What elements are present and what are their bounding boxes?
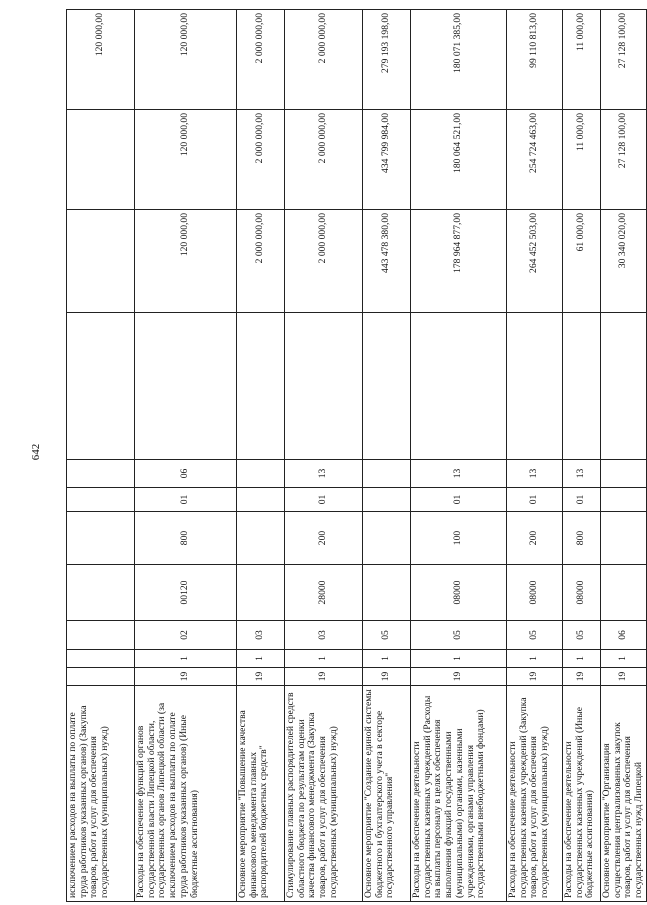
code-pp-cell [67, 650, 135, 668]
amount-year2-cell: 2 000 000,00 [237, 110, 285, 210]
code-expense-type-cell: 800 [563, 512, 601, 565]
code-om-cell [67, 621, 135, 650]
amount-year3-cell: 120 000,00 [135, 10, 237, 110]
amount-year3-cell: 27 128 100,00 [601, 10, 647, 110]
row-name-cell: Стимулирование главных распорядителей средств областного бюджета по результатам оценки качества финансового менеджмента (Закупка товаров, работ и услуг для обеспечения государственных (муниципальных) нужд) [285, 686, 363, 902]
amount-year1-cell [67, 210, 135, 313]
amount-year2-cell: 434 799 984,00 [363, 110, 411, 210]
code-expense-type-cell: 100 [411, 512, 507, 565]
budget-table [66, 9, 647, 902]
code-gp-cell: 19 [363, 668, 411, 686]
amount-year2-cell: 27 128 100,00 [601, 110, 647, 210]
code-pp-cell: 1 [563, 650, 601, 668]
code-direction-cell: 08000 [411, 565, 507, 621]
amount-year2-cell: 180 064 521,00 [411, 110, 507, 210]
code-gp-cell: 19 [411, 668, 507, 686]
page-number: 642 [30, 443, 42, 461]
code-section-cell [67, 488, 135, 512]
code-om-cell: 05 [507, 621, 563, 650]
code-pp-cell: 1 [363, 650, 411, 668]
blank-cell [507, 313, 563, 460]
table-row [67, 10, 135, 902]
amount-year2-cell: 11 000,00 [563, 110, 601, 210]
code-expense-type-cell [67, 512, 135, 565]
table-row [563, 10, 601, 902]
blank-cell [135, 313, 237, 460]
amount-year1-cell: 30 340 020,00 [601, 210, 647, 313]
amount-year3-cell: 2 000 000,00 [237, 10, 285, 110]
row-name-cell: Расходы на обеспечение деятельности государственных казенных учреждений (Иные бюджетные ассигнования) [563, 686, 601, 902]
code-subsection-cell [601, 460, 647, 488]
row-name-cell: исключением расходов на выплаты по оплате труда работников указанных органов) (Закупка товаров, работ и услуг для обеспечения государственных (муниципальных) нужд) [67, 686, 135, 902]
code-expense-type-cell [237, 512, 285, 565]
code-subsection-cell: 13 [563, 460, 601, 488]
row-name-cell: Расходы на обеспечение деятельности государственных казенных учреждений (Закупка товаров, работ и услуг для обеспечения государственных (муниципальных) нужд) [507, 686, 563, 902]
code-subsection-cell [363, 460, 411, 488]
code-subsection-cell: 13 [507, 460, 563, 488]
blank-cell [563, 313, 601, 460]
code-section-cell: 01 [507, 488, 563, 512]
amount-year2-cell [67, 110, 135, 210]
code-subsection-cell: 06 [135, 460, 237, 488]
code-direction-cell: 08000 [563, 565, 601, 621]
code-section-cell [237, 488, 285, 512]
table-row [601, 10, 647, 902]
blank-cell [67, 313, 135, 460]
amount-year3-cell: 120 000,00 [67, 10, 135, 110]
amount-year1-cell: 2 000 000,00 [285, 210, 363, 313]
amount-year2-cell: 120 000,00 [135, 110, 237, 210]
code-om-cell: 06 [601, 621, 647, 650]
blank-cell [237, 313, 285, 460]
code-expense-type-cell [601, 512, 647, 565]
row-name-cell: Основное мероприятие "Организация осуществления централизованных закупок товаров, работ и услуг для обеспечения государственных нужд Липецкой [601, 686, 647, 902]
code-om-cell: 03 [237, 621, 285, 650]
code-gp-cell: 19 [563, 668, 601, 686]
amount-year1-cell: 264 452 503,00 [507, 210, 563, 313]
row-name-cell: Расходы на обеспечение функций органов государственной власти Липецкой области, государственных органов Липецкой области (за исключением расходов на выплаты по оплате труда работников указанных органов) (Иные бюджетные ассигнования) [135, 686, 237, 902]
table-row [507, 10, 563, 902]
code-gp-cell: 19 [285, 668, 363, 686]
code-subsection-cell: 13 [411, 460, 507, 488]
amount-year3-cell: 2 000 000,00 [285, 10, 363, 110]
code-om-cell: 05 [411, 621, 507, 650]
code-expense-type-cell [363, 512, 411, 565]
code-direction-cell [67, 565, 135, 621]
code-expense-type-cell: 200 [507, 512, 563, 565]
amount-year3-cell: 279 193 198,00 [363, 10, 411, 110]
code-pp-cell: 1 [411, 650, 507, 668]
code-gp-cell: 19 [237, 668, 285, 686]
code-pp-cell: 1 [237, 650, 285, 668]
blank-cell [411, 313, 507, 460]
code-gp-cell: 19 [507, 668, 563, 686]
code-pp-cell: 1 [135, 650, 237, 668]
code-gp-cell [67, 668, 135, 686]
code-gp-cell: 19 [135, 668, 237, 686]
code-om-cell: 05 [563, 621, 601, 650]
amount-year1-cell: 2 000 000,00 [237, 210, 285, 313]
amount-year3-cell: 180 071 385,00 [411, 10, 507, 110]
code-pp-cell: 1 [507, 650, 563, 668]
code-direction-cell [237, 565, 285, 621]
amount-year1-cell: 178 964 877,00 [411, 210, 507, 313]
row-name-cell: Расходы на обеспечение деятельности государственных казенных учреждений (Расходы на выплаты персоналу в целях обеспечения выполнения функций государственными (муниципальными) органами, казенными учреждениями, органами управления государственными внебюджетными фондами) [411, 686, 507, 902]
blank-cell [601, 313, 647, 460]
table-row [135, 10, 237, 902]
row-name-cell: Основное мероприятие "Создание единой системы бюджетного и бухгалтерского учета в секторе государственного управления" [363, 686, 411, 902]
table-row [285, 10, 363, 902]
code-section-cell [601, 488, 647, 512]
amount-year3-cell: 11 000,00 [563, 10, 601, 110]
amount-year3-cell: 99 110 813,00 [507, 10, 563, 110]
code-direction-cell [601, 565, 647, 621]
code-om-cell: 02 [135, 621, 237, 650]
table-row [363, 10, 411, 902]
amount-year2-cell: 254 724 463,00 [507, 110, 563, 210]
row-name-cell: Основное мероприятие "Повышение качества финансового менеджмента главных распорядителей бюджетных средств" [237, 686, 285, 902]
code-direction-cell: 08000 [507, 565, 563, 621]
amount-year2-cell: 2 000 000,00 [285, 110, 363, 210]
code-expense-type-cell: 200 [285, 512, 363, 565]
code-section-cell [363, 488, 411, 512]
code-pp-cell: 1 [285, 650, 363, 668]
table-row [237, 10, 285, 902]
code-direction-cell [363, 565, 411, 621]
amount-year1-cell: 120 000,00 [135, 210, 237, 313]
code-section-cell: 01 [135, 488, 237, 512]
code-section-cell: 01 [563, 488, 601, 512]
code-subsection-cell [237, 460, 285, 488]
code-section-cell: 01 [411, 488, 507, 512]
table-row [411, 10, 507, 902]
amount-year1-cell: 443 478 380,00 [363, 210, 411, 313]
code-direction-cell: 28000 [285, 565, 363, 621]
code-subsection-cell [67, 460, 135, 488]
blank-cell [363, 313, 411, 460]
amount-year1-cell: 61 000,00 [563, 210, 601, 313]
code-pp-cell: 1 [601, 650, 647, 668]
code-gp-cell: 19 [601, 668, 647, 686]
code-expense-type-cell: 800 [135, 512, 237, 565]
code-om-cell: 03 [285, 621, 363, 650]
blank-cell [285, 313, 363, 460]
code-subsection-cell: 13 [285, 460, 363, 488]
code-section-cell: 01 [285, 488, 363, 512]
code-om-cell: 05 [363, 621, 411, 650]
rotated-table-container [66, 13, 645, 902]
code-direction-cell: 00120 [135, 565, 237, 621]
